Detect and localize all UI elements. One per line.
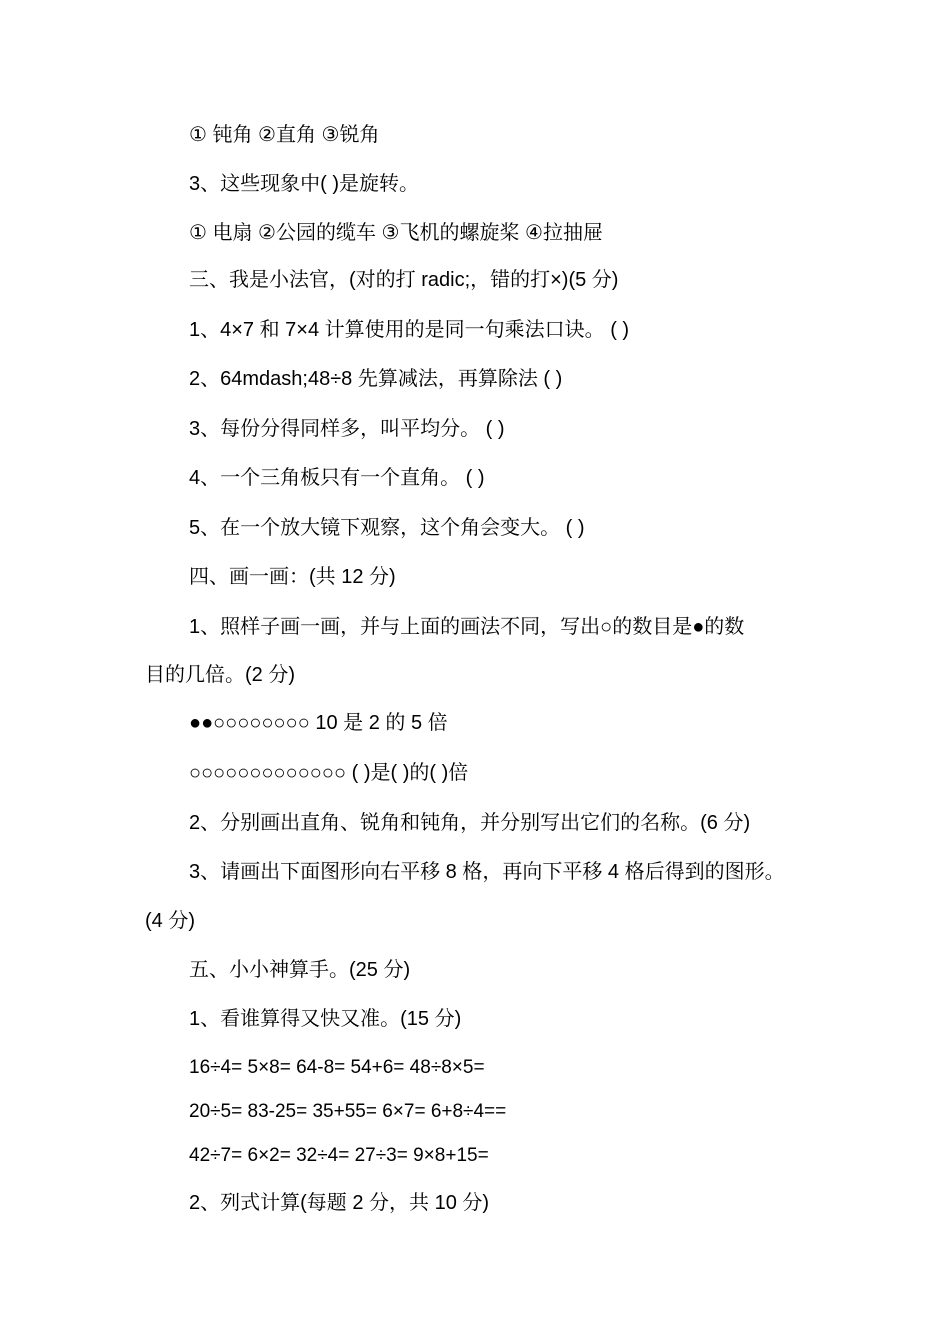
judge-item-4: 4、一个三角板只有一个直角。 ( ) [189,467,485,489]
draw-question-3-continued: (4 分) [145,910,195,932]
section-three-heading: 三、我是小法官，(对的打 radic;，错的打×)(5 分) [189,269,619,291]
calc-row-2: 20÷5= 83-25= 35+55= 6×7= 6+8÷4== [189,1101,507,1122]
answer-options-rotation: ① 电扇 ②公园的缆车 ③飞机的螺旋桨 ④拉抽屉 [189,222,603,244]
judge-item-1: 1、4×7 和 7×4 计算使用的是同一句乘法口诀。 ( ) [189,319,630,341]
calc-row-1: 16÷4= 5×8= 64-8= 54+6= 48÷8×5= [189,1057,485,1078]
answer-options-angles: ① 钝角 ②直角 ③锐角 [189,124,380,146]
judge-item-5: 5、在一个放大镜下观察，这个角会变大。 ( ) [189,517,585,539]
draw-answer-row: ○○○○○○○○○○○○○ ( )是( )的( )倍 [189,762,469,784]
question-rotation: 3、这些现象中( )是旋转。 [189,173,419,195]
section-four-heading: 四、画一画：(共 12 分) [189,566,396,588]
judge-item-3: 3、每份分得同样多，叫平均分。 ( ) [189,418,505,440]
calc-row-3: 42÷7= 6×2= 32÷4= 27÷3= 9×8+15= [189,1145,489,1166]
draw-question-2: 2、分别画出直角、锐角和钝角，并分别写出它们的名称。(6 分) [189,812,751,834]
draw-example-row: ●●○○○○○○○○ 10 是 2 的 5 倍 [189,712,448,734]
calc-question-1: 1、看谁算得又快又准。(15 分) [189,1008,462,1030]
section-five-heading: 五、小小神算手。(25 分) [189,959,411,981]
draw-question-1-continued: 目的几倍。(2 分) [145,664,295,686]
draw-question-3: 3、请画出下面图形向右平移 8 格，再向下平移 4 格后得到的图形。 [189,861,785,883]
calc-question-2: 2、列式计算(每题 2 分，共 10 分) [189,1192,490,1214]
draw-question-1: 1、照样子画一画，并与上面的画法不同，写出○的数目是●的数 [189,616,745,638]
judge-item-2: 2、64mdash;48÷8 先算减法，再算除法 ( ) [189,368,563,390]
